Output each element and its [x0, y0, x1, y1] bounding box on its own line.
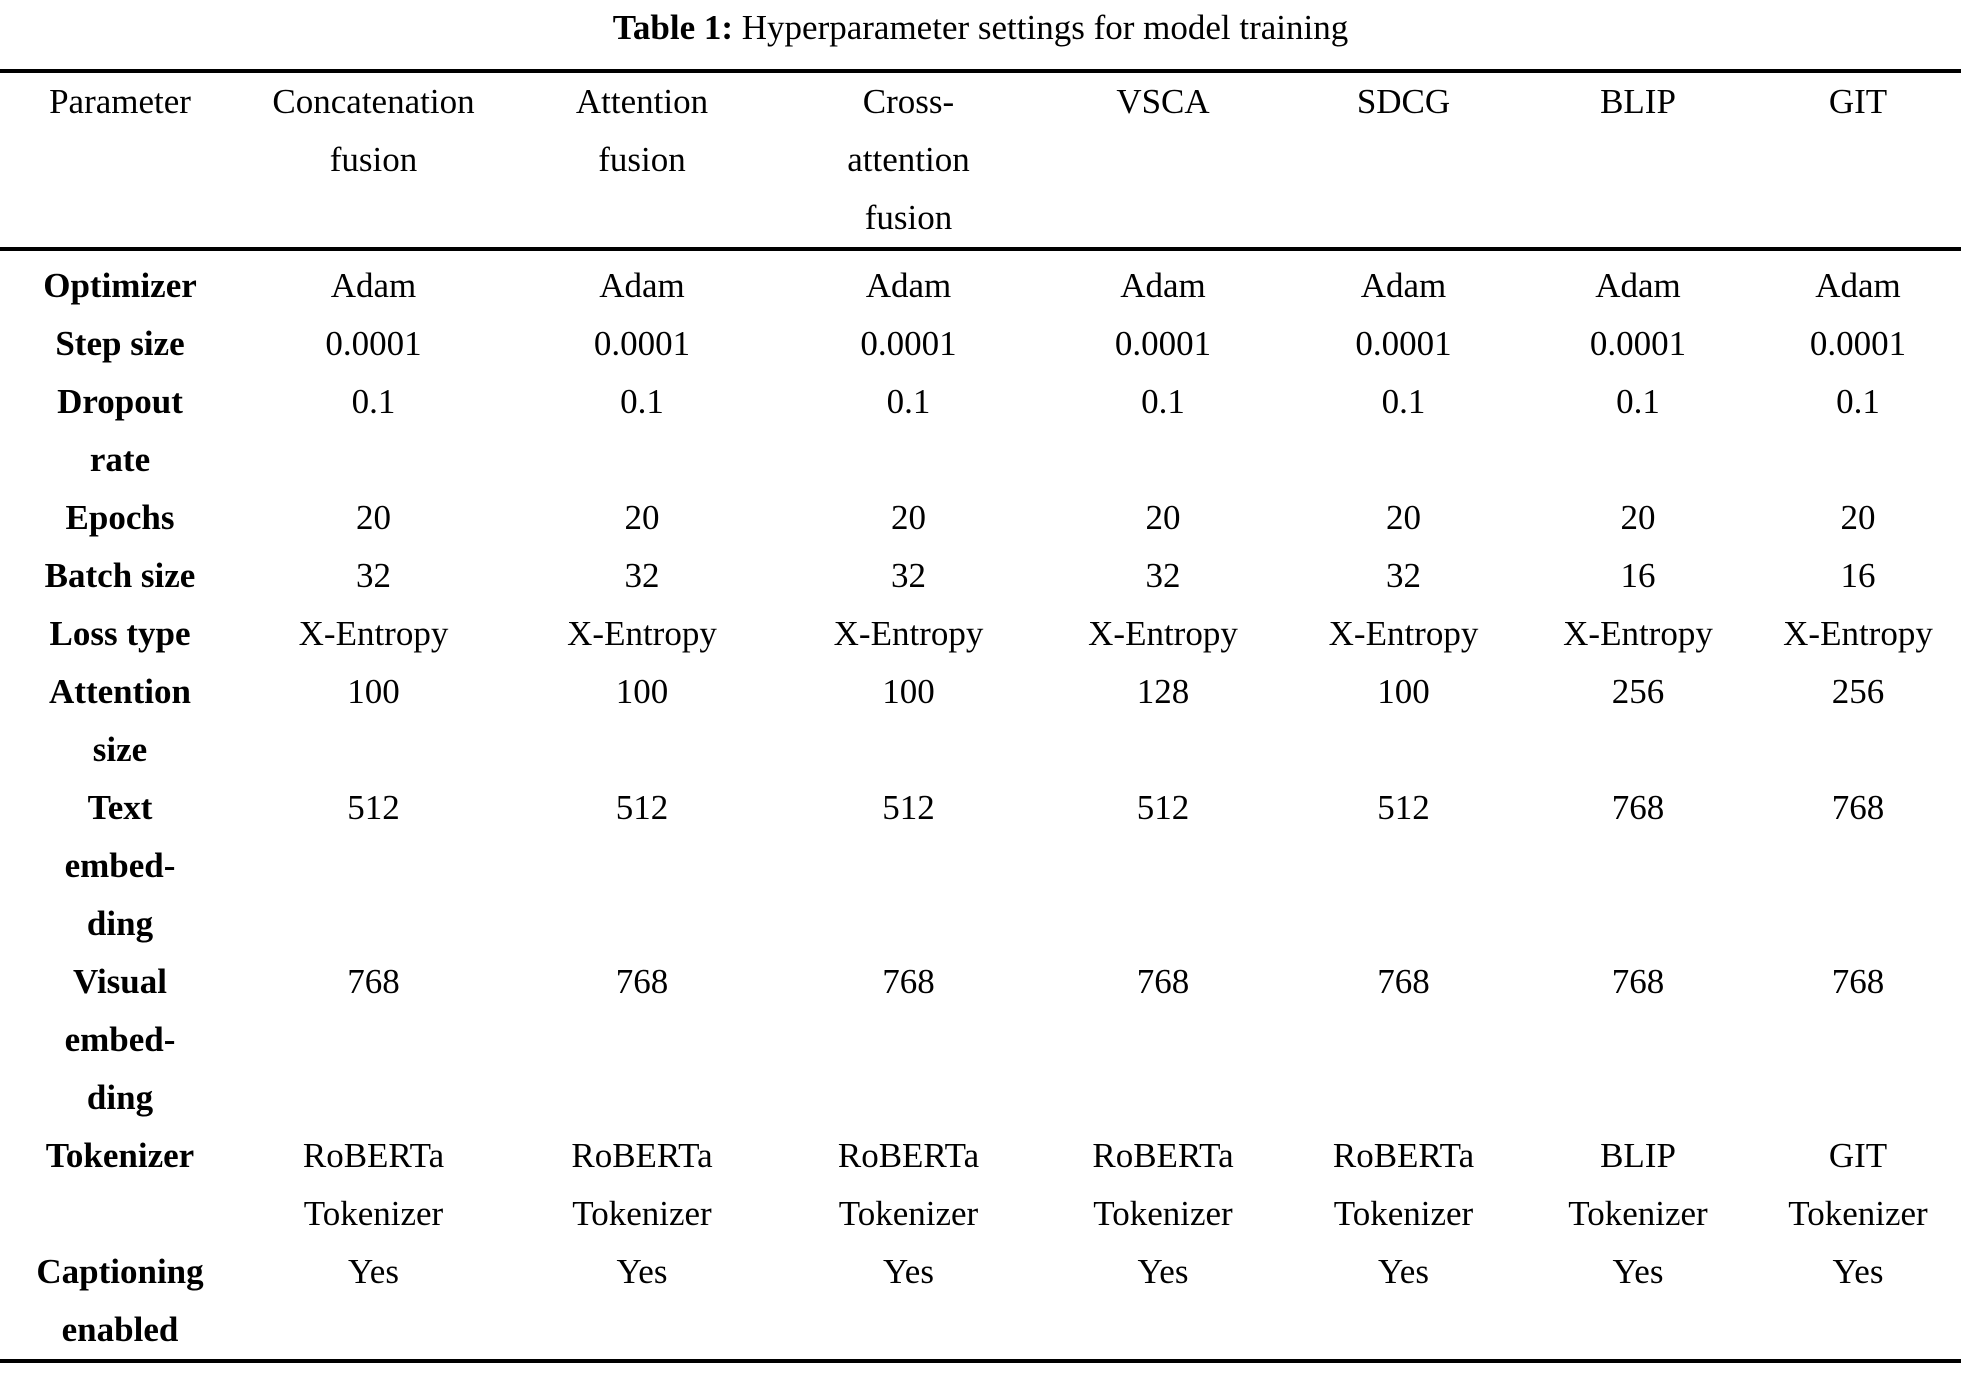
value-cell-visual-embed-ding-blip — [1521, 953, 1755, 1127]
table-row-batch-size — [0, 547, 1961, 605]
cell-line: Optimizer — [43, 266, 197, 305]
value-cell-captioning-enabled-sdcg — [1286, 1243, 1521, 1361]
col-header-vsca — [1040, 71, 1286, 249]
table-row-captioning-enabled — [0, 1243, 1961, 1361]
cell-line: X-Entropy — [1328, 614, 1479, 653]
value-cell-tokenizer-git — [1755, 1127, 1961, 1243]
table-row-step-size — [0, 315, 1961, 373]
cell-line: rate — [89, 440, 151, 479]
value-cell-text-embed-ding-blip — [1521, 779, 1755, 953]
cell-line: VSCA — [1116, 82, 1210, 121]
value-cell-step-size-blip — [1521, 315, 1755, 373]
cell-line: 32 — [356, 556, 391, 595]
value-cell-epochs-blip — [1521, 489, 1755, 547]
value-cell-text-embed-ding-concatenation-fusion — [240, 779, 507, 953]
value-cell-visual-embed-ding-git — [1755, 953, 1961, 1127]
cell-line: X-Entropy — [833, 614, 984, 653]
cell-line: 32 — [1145, 556, 1181, 595]
param-cell-epochs — [0, 489, 240, 547]
value-cell-text-embed-ding-sdcg — [1286, 779, 1521, 953]
value-cell-tokenizer-vsca — [1040, 1127, 1286, 1243]
cell-line: Yes — [883, 1252, 934, 1291]
table-row-loss-type — [0, 605, 1961, 663]
cell-line: RoBERTa — [837, 1136, 980, 1175]
value-cell-step-size-sdcg — [1286, 315, 1521, 373]
table-row-text-embed-ding — [0, 779, 1961, 953]
cell-line: 20 — [1620, 498, 1656, 537]
value-cell-batch-size-concatenation-fusion — [240, 547, 507, 605]
cell-line: GIT — [1828, 1136, 1888, 1175]
value-cell-dropout-rate-sdcg — [1286, 373, 1521, 489]
cell-line: ding — [86, 1078, 154, 1117]
hyperparameter-table — [0, 69, 1961, 1363]
table-caption — [0, 2, 1961, 54]
cell-line: Tokenizer — [1788, 1194, 1928, 1233]
value-cell-step-size-concatenation-fusion — [240, 315, 507, 373]
cell-line: RoBERTa — [1092, 1136, 1234, 1175]
cell-line: Adam — [599, 266, 685, 305]
value-cell-loss-type-vsca — [1040, 605, 1286, 663]
table-row-attention-size — [0, 663, 1961, 779]
header-row — [0, 71, 1961, 249]
cell-line: 0.0001 — [860, 324, 957, 363]
value-cell-tokenizer-cross-attention-fusion — [777, 1127, 1040, 1243]
value-cell-captioning-enabled-git — [1755, 1243, 1961, 1361]
value-cell-dropout-rate-cross-attention-fusion — [777, 373, 1040, 489]
cell-line: attention — [847, 140, 970, 179]
col-header-attention-fusion — [507, 71, 777, 249]
value-cell-captioning-enabled-attention-fusion — [507, 1243, 777, 1361]
cell-line: 20 — [1145, 498, 1181, 537]
cell-line: Tokenizer — [1333, 1194, 1474, 1233]
cell-line: fusion — [598, 140, 686, 179]
cell-line: 0.1 — [1836, 382, 1880, 421]
cell-line: X-Entropy — [1563, 614, 1713, 653]
cell-line: Tokenizer — [1093, 1194, 1233, 1233]
value-cell-tokenizer-concatenation-fusion — [240, 1127, 507, 1243]
cell-line: 16 — [1620, 556, 1656, 595]
table-row-epochs — [0, 489, 1961, 547]
cell-line: 768 — [882, 962, 935, 1001]
cell-line: RoBERTa — [302, 1136, 445, 1175]
value-cell-loss-type-attention-fusion — [507, 605, 777, 663]
cell-line: GIT — [1828, 82, 1888, 121]
cell-line: 0.0001 — [325, 324, 422, 363]
value-cell-attention-size-vsca — [1040, 663, 1286, 779]
value-cell-dropout-rate-vsca — [1040, 373, 1286, 489]
cell-line: 512 — [1377, 788, 1430, 827]
cell-line: 32 — [891, 556, 926, 595]
col-header-cross-attention-fusion — [777, 71, 1040, 249]
param-cell-tokenizer — [0, 1127, 240, 1243]
cell-line: Visual — [72, 962, 167, 1001]
cell-line: 0.1 — [1141, 382, 1185, 421]
cell-line: 768 — [1611, 962, 1665, 1001]
cell-line: 20 — [356, 498, 391, 537]
value-cell-attention-size-concatenation-fusion — [240, 663, 507, 779]
cell-line: 0.1 — [620, 382, 664, 421]
value-cell-batch-size-cross-attention-fusion — [777, 547, 1040, 605]
cell-line: Text — [87, 788, 153, 827]
value-cell-captioning-enabled-cross-attention-fusion — [777, 1243, 1040, 1361]
param-cell-dropout-rate — [0, 373, 240, 489]
value-cell-tokenizer-attention-fusion — [507, 1127, 777, 1243]
cell-line: Attention — [575, 82, 709, 121]
value-cell-batch-size-git — [1755, 547, 1961, 605]
param-cell-batch-size — [0, 547, 240, 605]
param-cell-step-size — [0, 315, 240, 373]
col-header-sdcg — [1286, 71, 1521, 249]
value-cell-batch-size-vsca — [1040, 547, 1286, 605]
value-cell-batch-size-blip — [1521, 547, 1755, 605]
param-cell-optimizer — [0, 249, 240, 315]
value-cell-optimizer-blip — [1521, 249, 1755, 315]
cell-line: RoBERTa — [571, 1136, 713, 1175]
value-cell-visual-embed-ding-concatenation-fusion — [240, 953, 507, 1127]
cell-line: 256 — [1831, 672, 1885, 711]
cell-line: embed- — [64, 846, 176, 885]
value-cell-text-embed-ding-attention-fusion — [507, 779, 777, 953]
cell-line: fusion — [864, 198, 953, 237]
value-cell-batch-size-sdcg — [1286, 547, 1521, 605]
cell-line: 0.1 — [351, 382, 396, 421]
cell-line: Cross- — [862, 82, 955, 121]
cell-line: 0.0001 — [1114, 324, 1212, 363]
value-cell-step-size-git — [1755, 315, 1961, 373]
value-cell-epochs-concatenation-fusion — [240, 489, 507, 547]
value-cell-visual-embed-ding-vsca — [1040, 953, 1286, 1127]
cell-line: enabled — [61, 1310, 179, 1349]
value-cell-captioning-enabled-blip — [1521, 1243, 1755, 1361]
cell-line: 768 — [1611, 788, 1665, 827]
cell-line: SDCG — [1356, 82, 1451, 121]
cell-line: 768 — [1136, 962, 1190, 1001]
cell-line: 0.1 — [886, 382, 931, 421]
value-cell-text-embed-ding-vsca — [1040, 779, 1286, 953]
cell-line: Captioning — [36, 1252, 204, 1291]
cell-line: 20 — [624, 498, 660, 537]
value-cell-dropout-rate-attention-fusion — [507, 373, 777, 489]
cell-line: 768 — [1377, 962, 1430, 1001]
value-cell-attention-size-cross-attention-fusion — [777, 663, 1040, 779]
param-cell-text-embed-ding — [0, 779, 240, 953]
cell-line: 20 — [1840, 498, 1876, 537]
cell-line: 0.1 — [1381, 382, 1426, 421]
value-cell-captioning-enabled-vsca — [1040, 1243, 1286, 1361]
cell-line: embed- — [64, 1020, 176, 1059]
col-header-concatenation-fusion — [240, 71, 507, 249]
cell-line: Yes — [1832, 1252, 1884, 1291]
value-cell-dropout-rate-git — [1755, 373, 1961, 489]
value-cell-text-embed-ding-git — [1755, 779, 1961, 953]
cell-line: Adam — [330, 266, 417, 305]
value-cell-epochs-attention-fusion — [507, 489, 777, 547]
value-cell-epochs-vsca — [1040, 489, 1286, 547]
cell-line: Tokenizer — [45, 1136, 195, 1175]
cell-line: Adam — [1360, 266, 1447, 305]
cell-line: 256 — [1611, 672, 1665, 711]
value-cell-optimizer-sdcg — [1286, 249, 1521, 315]
value-cell-dropout-rate-concatenation-fusion — [240, 373, 507, 489]
value-cell-loss-type-cross-attention-fusion — [777, 605, 1040, 663]
cell-line: 768 — [1831, 962, 1885, 1001]
col-header-git — [1755, 71, 1961, 249]
table-row-tokenizer — [0, 1127, 1961, 1243]
cell-line: size — [92, 730, 148, 769]
cell-line: 0.0001 — [1589, 324, 1687, 363]
value-cell-optimizer-attention-fusion — [507, 249, 777, 315]
param-cell-loss-type — [0, 605, 240, 663]
cell-line: 768 — [1831, 788, 1885, 827]
cell-line: 32 — [1386, 556, 1421, 595]
cell-line: 100 — [882, 672, 935, 711]
cell-line: 100 — [615, 672, 669, 711]
value-cell-optimizer-concatenation-fusion — [240, 249, 507, 315]
cell-line: Attention — [49, 672, 191, 711]
cell-line: X-Entropy — [1783, 614, 1933, 653]
cell-line: 100 — [1377, 672, 1430, 711]
cell-line: 0.0001 — [1809, 324, 1907, 363]
cell-line: Tokenizer — [303, 1194, 444, 1233]
value-cell-batch-size-attention-fusion — [507, 547, 777, 605]
cell-line: Batch size — [44, 556, 196, 595]
cell-line: Tokenizer — [1568, 1194, 1708, 1233]
cell-line: Yes — [1612, 1252, 1664, 1291]
cell-line: Concatenation — [272, 82, 475, 121]
cell-line: X-Entropy — [567, 614, 717, 653]
param-cell-attention-size — [0, 663, 240, 779]
value-cell-visual-embed-ding-cross-attention-fusion — [777, 953, 1040, 1127]
value-cell-optimizer-cross-attention-fusion — [777, 249, 1040, 315]
cell-line: Loss type — [49, 614, 191, 653]
table-body — [0, 249, 1961, 1361]
value-cell-dropout-rate-blip — [1521, 373, 1755, 489]
table-header-row — [0, 71, 1961, 249]
value-cell-step-size-attention-fusion — [507, 315, 777, 373]
cell-line: 20 — [1386, 498, 1421, 537]
cell-line: 512 — [882, 788, 935, 827]
value-cell-loss-type-concatenation-fusion — [240, 605, 507, 663]
cell-line: 20 — [891, 498, 926, 537]
value-cell-optimizer-git — [1755, 249, 1961, 315]
cell-line: Tokenizer — [572, 1194, 712, 1233]
value-cell-tokenizer-sdcg — [1286, 1127, 1521, 1243]
cell-line: 512 — [347, 788, 400, 827]
value-cell-visual-embed-ding-attention-fusion — [507, 953, 777, 1127]
value-cell-step-size-vsca — [1040, 315, 1286, 373]
value-cell-tokenizer-blip — [1521, 1127, 1755, 1243]
cell-line: Epochs — [65, 498, 175, 537]
table-row-visual-embed-ding — [0, 953, 1961, 1127]
cell-line: Adam — [1595, 266, 1681, 305]
cell-line: 768 — [347, 962, 400, 1001]
table-row-optimizer — [0, 249, 1961, 315]
cell-line: X-Entropy — [298, 614, 449, 653]
table-row-dropout-rate — [0, 373, 1961, 489]
cell-line: 16 — [1840, 556, 1876, 595]
cell-line: 0.0001 — [1355, 324, 1452, 363]
cell-line: 0.0001 — [593, 324, 691, 363]
cell-line: fusion — [329, 140, 418, 179]
param-cell-visual-embed-ding — [0, 953, 240, 1127]
cell-line: ding — [86, 904, 154, 943]
cell-line: 0.1 — [1616, 382, 1660, 421]
caption-text: Hyperparameter settings for model training — [733, 8, 1349, 47]
value-cell-epochs-cross-attention-fusion — [777, 489, 1040, 547]
value-cell-loss-type-blip — [1521, 605, 1755, 663]
value-cell-attention-size-git — [1755, 663, 1961, 779]
cell-line: Yes — [348, 1252, 399, 1291]
value-cell-optimizer-vsca — [1040, 249, 1286, 315]
cell-line: BLIP — [1600, 82, 1676, 121]
cell-line: Yes — [1378, 1252, 1429, 1291]
cell-line: Yes — [616, 1252, 668, 1291]
cell-line: Parameter — [49, 82, 191, 121]
param-cell-captioning-enabled — [0, 1243, 240, 1361]
value-cell-captioning-enabled-concatenation-fusion — [240, 1243, 507, 1361]
cell-line: 100 — [347, 672, 400, 711]
value-cell-step-size-cross-attention-fusion — [777, 315, 1040, 373]
col-header-blip — [1521, 71, 1755, 249]
cell-line: 768 — [615, 962, 669, 1001]
value-cell-attention-size-attention-fusion — [507, 663, 777, 779]
cell-line: 512 — [1136, 788, 1190, 827]
cell-line: BLIP — [1600, 1136, 1676, 1175]
cell-line: Step size — [55, 324, 185, 363]
value-cell-attention-size-sdcg — [1286, 663, 1521, 779]
cell-line: X-Entropy — [1088, 614, 1238, 653]
cell-line: Adam — [865, 266, 952, 305]
cell-line: Adam — [1120, 266, 1206, 305]
value-cell-epochs-git — [1755, 489, 1961, 547]
value-cell-visual-embed-ding-sdcg — [1286, 953, 1521, 1127]
cell-line: Yes — [1137, 1252, 1189, 1291]
cell-line: 512 — [615, 788, 669, 827]
cell-line: Dropout — [57, 382, 183, 421]
value-cell-loss-type-sdcg — [1286, 605, 1521, 663]
caption-label: Table 1: — [612, 8, 734, 47]
cell-line: Adam — [1815, 266, 1901, 305]
cell-line: 128 — [1136, 672, 1190, 711]
cell-line: 32 — [624, 556, 660, 595]
cell-line: Tokenizer — [838, 1194, 979, 1233]
value-cell-loss-type-git — [1755, 605, 1961, 663]
value-cell-epochs-sdcg — [1286, 489, 1521, 547]
col-header-parameter — [0, 71, 240, 249]
value-cell-attention-size-blip — [1521, 663, 1755, 779]
value-cell-text-embed-ding-cross-attention-fusion — [777, 779, 1040, 953]
cell-line: RoBERTa — [1332, 1136, 1475, 1175]
